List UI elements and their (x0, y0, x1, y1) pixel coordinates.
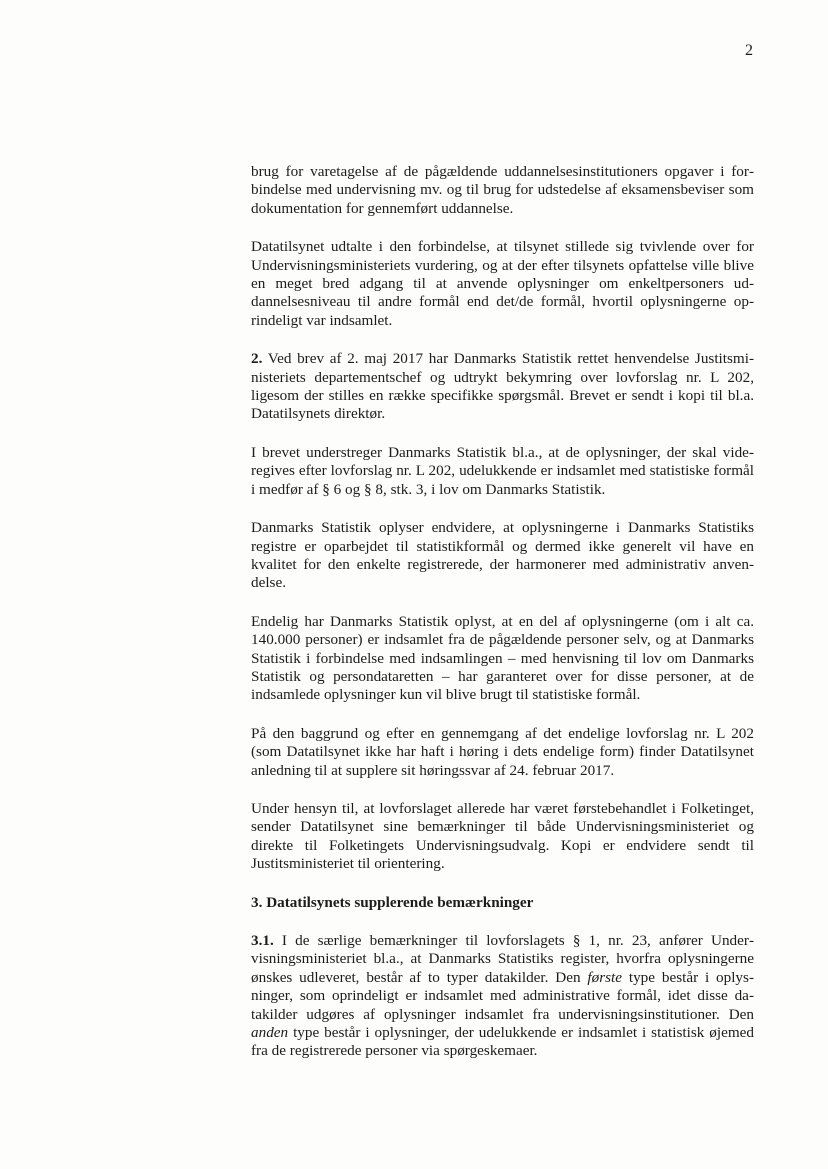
section-2-intro-text: Ved brev af 2. maj 2017 har Danmarks Statistik rettet henvendelse Justitsministeriets departementschef og udtrykt bekymring over lovforslag nr. L 202, ligesom der stilles en række specifikke spørgsmål. Brevet er sendt i kopi til bl.a. Datatilsynets direktør. (251, 350, 754, 423)
subsection-number: 3.1. (251, 932, 274, 949)
text-segment: type består i oplysninger, der udelukkende er indsamlet i statistisk øjemed fra de registrerede personer via spørgeskemaer. (251, 1024, 754, 1060)
page-number: 2 (745, 42, 753, 59)
subsection-3-1 (251, 932, 754, 1061)
paragraph: Datatilsynet udtalte i den forbindelse, at tilsynet stillede sig tvivlende over for Undervisningsministeriets vurdering, og at der efter tilsynets opfattelse ville blive en meget bred adgang til at anvende oplysninger om enkeltpersoners uddannelsesniveau til andre formål end det/de formål, hvortil oplysningerne oprindeligt var indsamlet. (251, 238, 754, 329)
paragraph: I brevet understreger Danmarks Statistik bl.a., at de oplysninger, der skal videregives efter lovforslag nr. L 202, udelukkende er indsamlet med statistiske formål i medfør af § 6 og § 8, stk. 3, i lov om Danmarks Statistik. (251, 443, 754, 498)
section-number: 2. (251, 350, 263, 368)
paragraph: Danmarks Statistik oplyser endvidere, at oplysningerne i Danmarks Statistiks registre er oparbejdet til statistikformål og dermed ikke generelt vil have en kvalitet for den enkelte registrerede, der harmonerer med administrativ anvendelse. (251, 519, 754, 592)
section-heading: 3. Datatilsynets supplerende bemærkninger (251, 893, 534, 911)
emphasis: anden (251, 1024, 289, 1042)
paragraph: brug for varetagelse af de pågældende uddannelsesinstitutioners opgaver i forbindelse med undervisning mv. og til brug for udstedelse af eksamensbeviser som dokumentation for gennemført uddannelse. (251, 163, 754, 217)
text-segment: type består i oplysninger, som oprindeligt er indsamlet med administrative formål, idet disse datakilder udgøres af oplysninger indsamlet fra undervisningsinstitutioner. Den (251, 968, 754, 1023)
paragraph: Endelig har Danmarks Statistik oplyst, at en del af oplysningerne (om i alt ca. 140.000 personer) er indsamlet fra de pågældende personer selv, og at Danmarks Statistik i forbindelse med indsamlingen – med henvisning til lov om Danmarks Statistik og persondataretten – har garanteret over for disse personer, at de indsamlede oplysninger kun vil blive brugt til statistiske formål. (251, 612, 754, 704)
paragraph: Under hensyn til, at lovforslaget allerede har været førstebehandlet i Folketinget, sender Datatilsynet sine bemærkninger til både Undervisningsministeriet og direkte til Folketingets Undervisningsudvalg. Kopi er endvidere sendt til Justitsministeriet til orientering. (251, 799, 754, 873)
section-2-intro (251, 350, 754, 424)
text-segment: I de særlige bemærkninger til lovforslagets § 1, nr. 23, anfører Undervisningsministeriet bl.a., at Danmarks Statistiks register, hvorfra oplysningerne ønskes udleveret, består af to typer datakilder. Den (251, 932, 754, 986)
document-body (251, 163, 754, 1081)
emphasis: første (587, 968, 623, 986)
paragraph: På den baggrund og efter en gennemgang af det endelige lovforslag nr. L 202 (som Datatilsynet ikke har haft i høring i dets endelige form) finder Datatilsynet anledning til at supplere sit høringssvar af 24. februar 2017. (251, 724, 754, 779)
